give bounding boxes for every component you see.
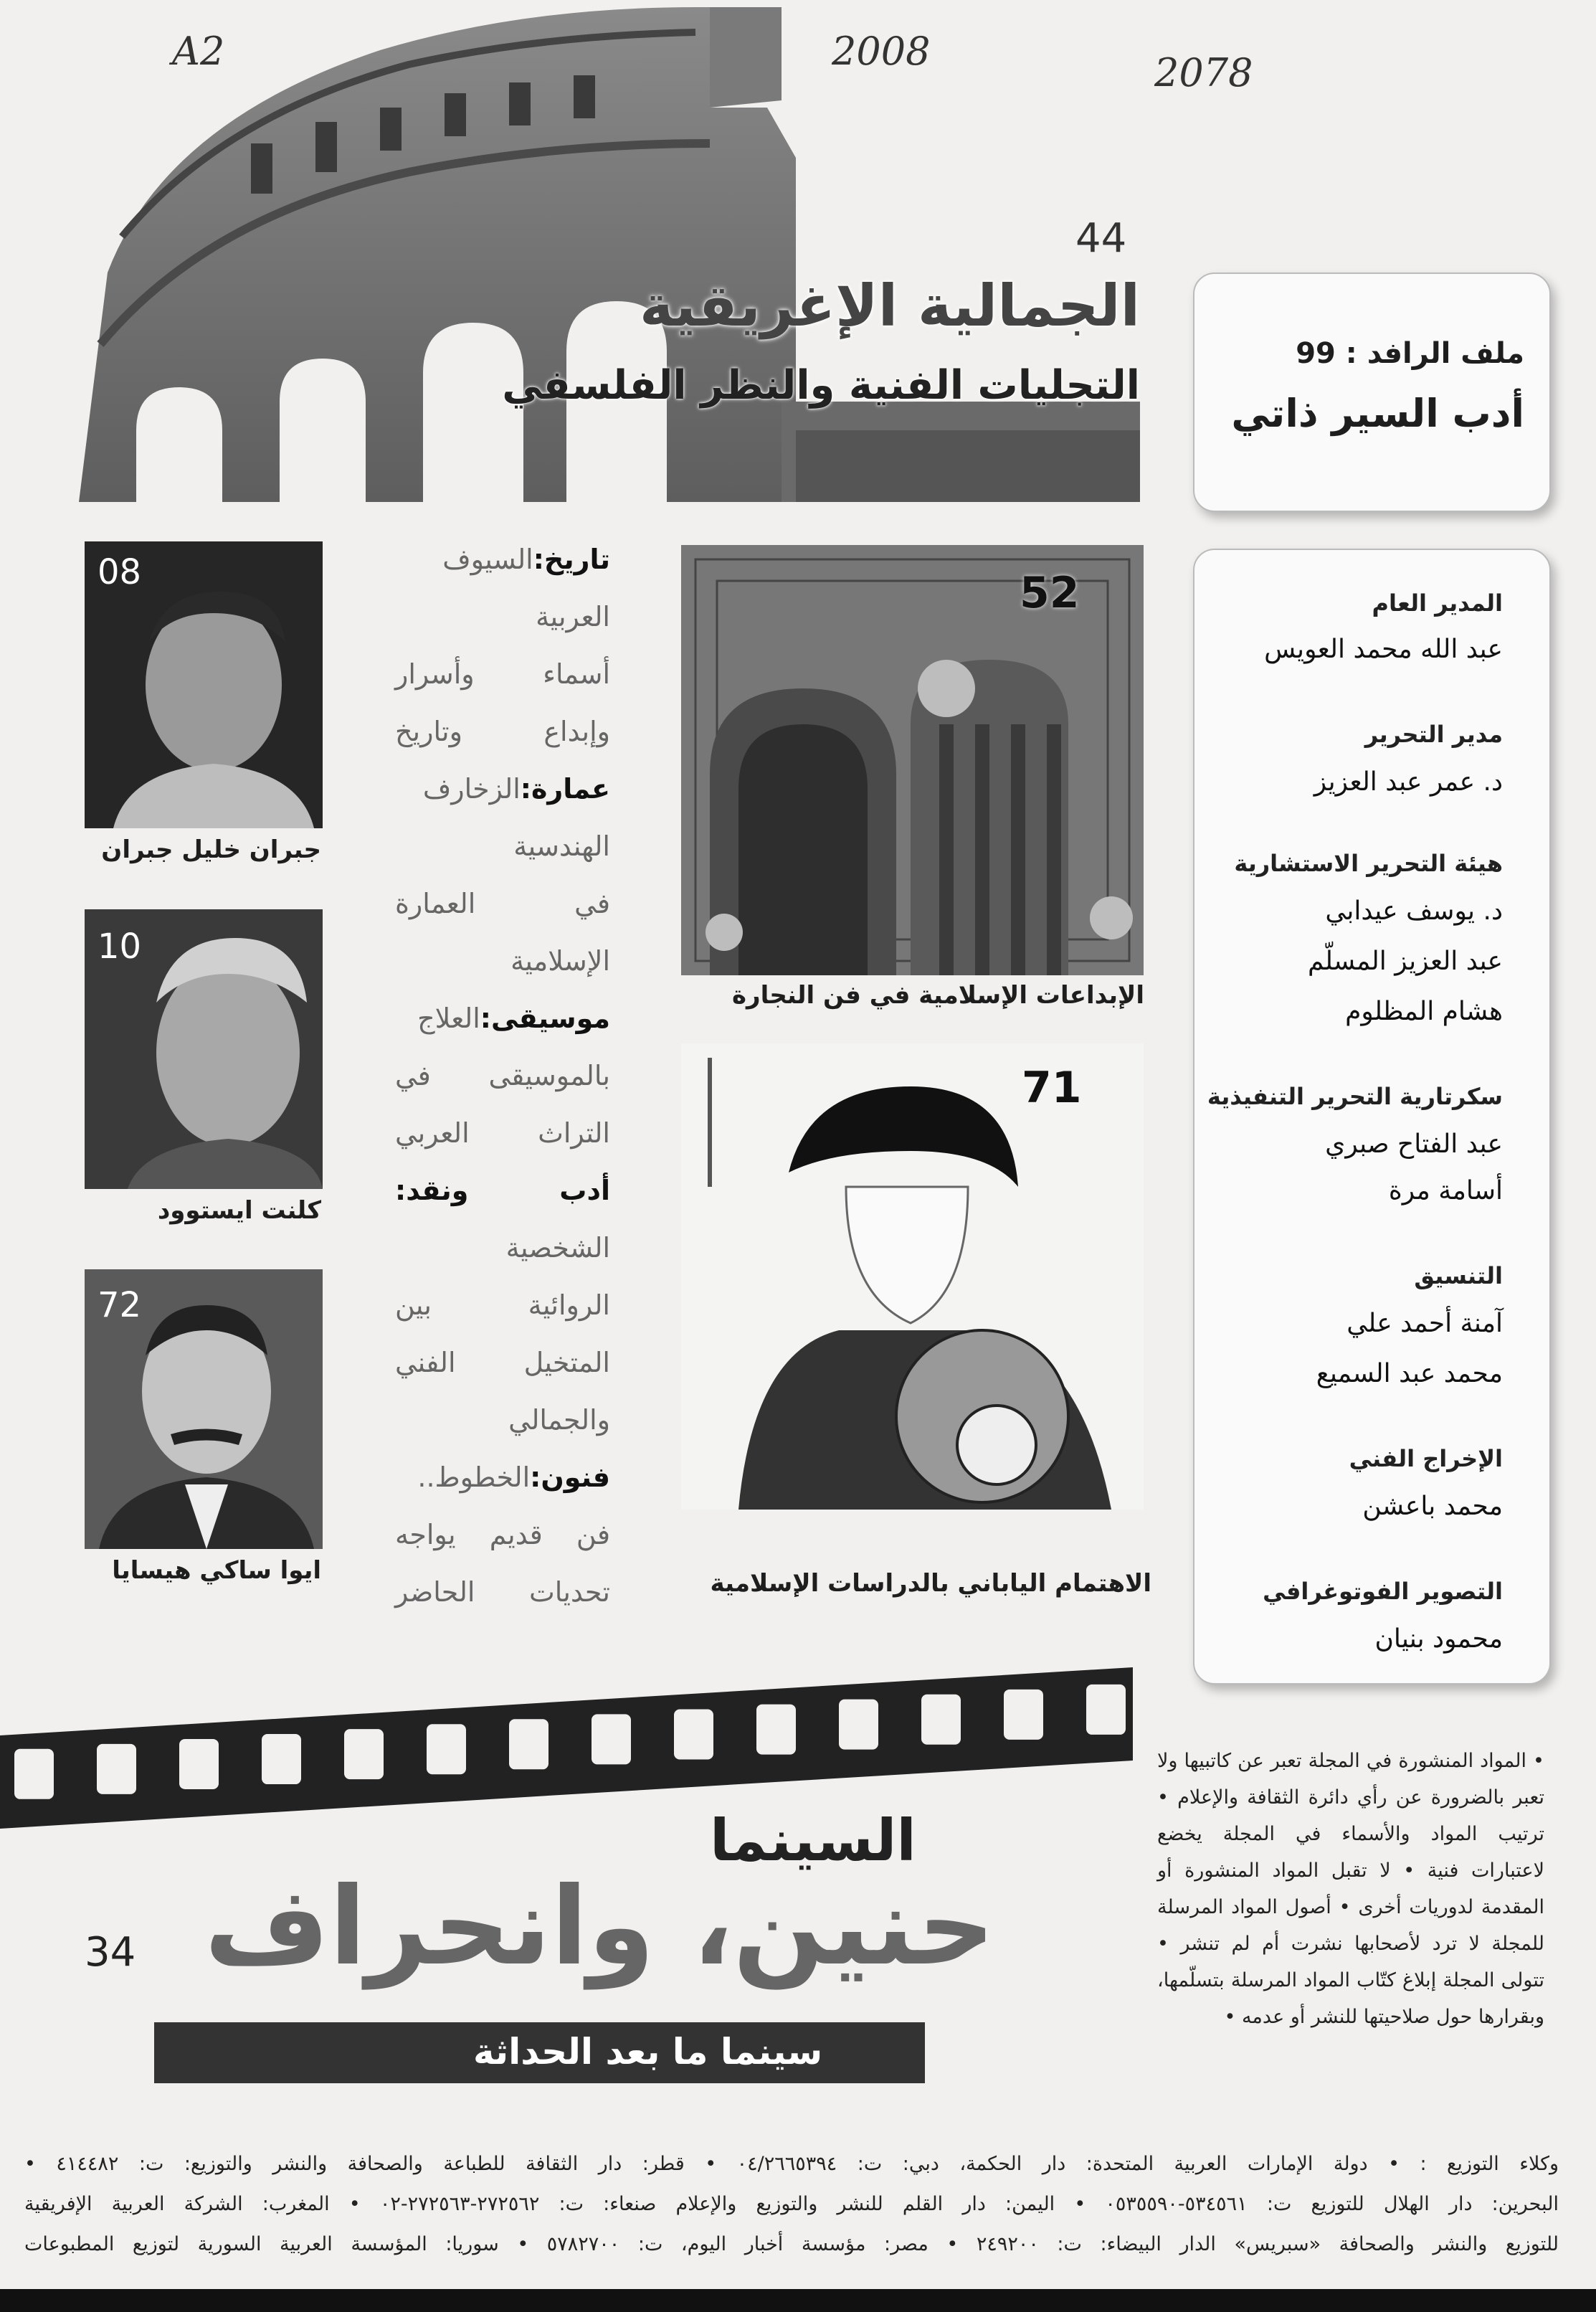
masthead-name: هشام المظلوم [1345, 997, 1503, 1026]
film-perforation [674, 1709, 713, 1759]
film-perforation [427, 1724, 466, 1774]
toc-line: وإبداع وتاريخ [395, 716, 610, 747]
cinema-page-number: 34 [85, 1929, 136, 1976]
toc-line: والجمالي [508, 1404, 610, 1436]
cinema-section-label: السينما [710, 1807, 916, 1874]
toc-line: موسيقى:العلاج [417, 1003, 610, 1034]
toc-line: التراث العربي [395, 1117, 610, 1149]
film-strip-graphic [0, 1667, 1190, 1832]
mosque-caption: الإبداعات الإسلامية في فن النجارة [731, 981, 1144, 1010]
masthead-name: عبد الله محمد العويس [1264, 635, 1503, 664]
masthead-name: محمد باعشن [1362, 1492, 1503, 1521]
japan-caption: الاهتمام الياباني بالدراسات الإسلامية [710, 1569, 1151, 1598]
portrait-page-number: 72 [98, 1285, 142, 1325]
handwritten-note-code: 2078 [1154, 50, 1253, 95]
masthead-name: عبد العزيز المسلّم [1308, 947, 1503, 976]
cinema-subtitle: سينما ما بعد الحداثة [473, 2031, 823, 2072]
film-perforation [14, 1749, 54, 1799]
film-perforation [756, 1705, 796, 1755]
portrait-page-number: 10 [98, 927, 142, 967]
film-perforation [1004, 1690, 1043, 1740]
toc-line: الهندسية [513, 830, 610, 862]
japanese-woodblock-print [681, 1043, 1144, 1510]
colosseum-photo [79, 0, 1140, 502]
portrait-page-number: 08 [98, 552, 142, 592]
portrait-name: جبران خليل جبران [101, 835, 321, 864]
masthead-role: الإخراج الفني [1349, 1445, 1503, 1472]
masthead-name: آمنة أحمد علي [1346, 1309, 1503, 1338]
toc-line: عمارة:الزخارف [422, 773, 610, 805]
distributors-line: وكلاء التوزيع : • دولة الإمارات العربية المتحدة: دار الحكمة، دبي: ت: ٠٤/٢٦٦٥٣٩٤ • قطر: دار الثقافة للطباعة والصحافة والنشر والتوزيع: ت: ٤١٤٤٨٢ • [24, 2153, 1559, 2175]
file-title: أدب السير ذاتي [1231, 391, 1524, 436]
toc-line: العربية [536, 601, 610, 633]
handwritten-note-a2: A2 [172, 29, 225, 74]
distributors-line: للتوزيع والنشر والصحافة «سبريس» الدار البيضاء: ت: ٢٤٩٢٠٠ • مصر: مؤسسة أخبار اليوم، ت: ٥٧٨٢٧٠٠ • سوريا: المؤسسة العربية السورية لتوزيع المطبوعات [24, 2233, 1559, 2255]
feature-page-number: 44 [1075, 215, 1127, 262]
portrait-name: كلنت ايستوود [157, 1196, 321, 1225]
film-perforation [592, 1714, 631, 1764]
disclaimer-text: • المواد المنشورة في المجلة تعبر عن كاتبيها ولا تعبر بالضرورة عن رأي دائرة الثقافة والإعلام • ترتيب المواد والأسماء في المجلة يخضع لاعتبارات فنية • لا تقبل المواد المنشورة أو المقدمة لدوريات أخرى • أصول المواد المرسلة للمجلة لا ترد لأصحابها نشرت أم لم تنشر • تتولى المجلة إبلاغ كتّاب المواد المرسلة بتسلّمها، وبقرارها حول صلاحيتها للنشر أو عدمه • [1157, 1750, 1544, 2028]
masthead-name: د. يوسف عيدابي [1325, 896, 1503, 926]
distributors-line: البحرين: دار الهلال للتوزيع ت: ٥٣٤٥٦١-٠٥٣٥٥٩٠ • اليمن: دار القلم للنشر والتوزيع والإعلام صنعاء: ت: ٢٧٢٥٦٢-٢٧٢٥٦٣-٠٢ • المغرب: الشركة العربية الإفريقية [24, 2193, 1559, 2215]
toc-line: فن قديم يواجه [395, 1519, 610, 1550]
film-perforation [179, 1739, 219, 1789]
masthead-name: محمد عبد السميع [1316, 1359, 1503, 1388]
toc-line: في العمارة [395, 888, 610, 919]
bottom-edge-bar [0, 2289, 1596, 2312]
masthead-role: هيئة التحرير الاستشارية [1234, 850, 1503, 877]
portrait-name: ايوا ساكي هيسايا [112, 1556, 321, 1585]
cinema-title: حنين، وانحراف [204, 1865, 995, 1989]
toc-line: المتخيل الفني [395, 1347, 610, 1378]
masthead-role: المدير العام [1372, 589, 1503, 617]
toc-line: بالموسيقى في [395, 1060, 610, 1091]
toc-line: تاريخ:السيوف [442, 544, 610, 575]
handwritten-note-year: 2008 [832, 29, 931, 74]
masthead-role: مدير التحرير [1364, 721, 1503, 748]
toc-line: أسماء وأسرار [395, 658, 610, 690]
film-perforation [1086, 1685, 1126, 1735]
film-perforation [97, 1744, 136, 1794]
masthead-name: د. عمر عبد العزيز [1314, 767, 1503, 797]
masthead-role: التنسيق [1414, 1262, 1503, 1289]
film-perforation [509, 1719, 548, 1769]
film-perforation [921, 1695, 961, 1745]
film-perforation [262, 1734, 301, 1784]
toc-line: فنون:الخطوط.. [417, 1461, 610, 1493]
toc-line: الشخصية [505, 1232, 610, 1264]
film-perforation [839, 1700, 878, 1750]
masthead-name: أسامة مرة [1388, 1176, 1503, 1205]
feature-title: الجمالية الإغريقية [639, 273, 1140, 339]
masthead-role: سكرتارية التحرير التنفيذية [1207, 1083, 1503, 1110]
toc-line: تحديات الحاضر [395, 1576, 610, 1608]
feature-subtitle: التجليات الفنية والنظر الفلسفي [502, 362, 1140, 409]
film-perforation [344, 1729, 384, 1779]
masthead-name: محمود بنيان [1374, 1624, 1503, 1654]
toc-line: الروائية بين [395, 1289, 610, 1321]
masthead-role: التصوير الفوتوغرافي [1263, 1578, 1503, 1605]
file-label: ملف الرافد : 99 [1296, 337, 1524, 370]
toc-line: الإسلامية [510, 945, 610, 977]
toc-line: أدب ونقد: [395, 1175, 610, 1206]
japan-page-number: 71 [1022, 1063, 1082, 1113]
masthead-name: عبد الفتاح صبري [1325, 1129, 1503, 1159]
mosque-page-number: 52 [1020, 568, 1080, 618]
